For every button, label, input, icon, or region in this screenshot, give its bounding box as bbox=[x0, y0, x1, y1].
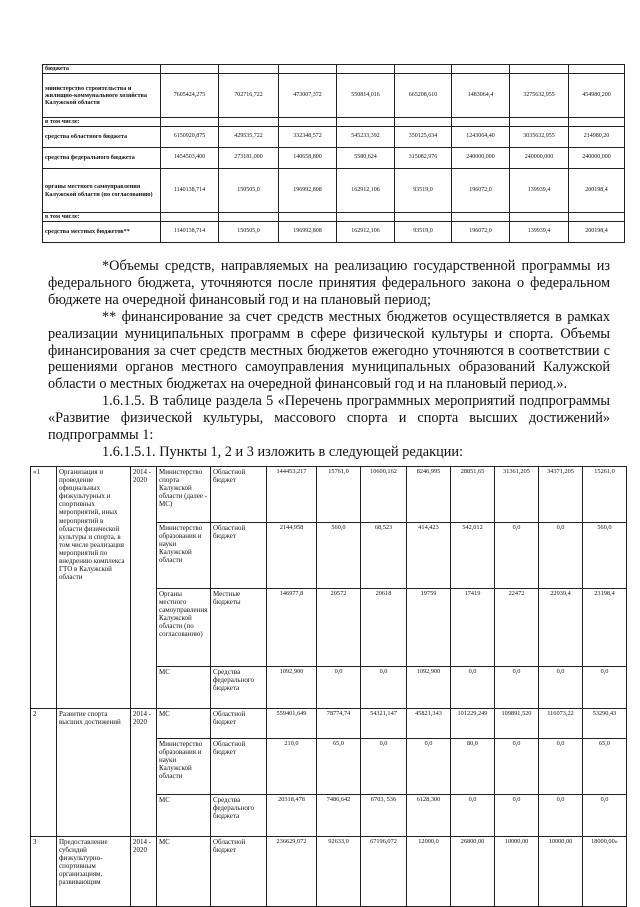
funding-source: Областной бюджет bbox=[211, 837, 267, 907]
table-cell: 0,0 bbox=[583, 795, 627, 837]
table-cell: 236629,072 bbox=[267, 837, 317, 907]
table-row bbox=[43, 127, 625, 148]
table-cell: 214980,20 bbox=[569, 127, 625, 148]
table-cell: 116073,22 bbox=[539, 709, 583, 739]
table-cell: 19759 bbox=[407, 589, 451, 667]
table-cell: 150505,0 bbox=[219, 222, 279, 243]
item-years: 2014 - 2020 bbox=[131, 837, 157, 907]
table-row bbox=[43, 222, 625, 243]
budget-table-top bbox=[42, 64, 625, 243]
row-label: органы местного самоуправления Калужской области (по согласованию) bbox=[43, 169, 161, 213]
item-name: Предоставление субсидий физкультурно-спортивным организациям, развивающим bbox=[57, 837, 131, 907]
table-cell: 78774,74 bbox=[317, 709, 361, 739]
table-cell bbox=[161, 118, 219, 127]
item-years: 2014 - 2020 bbox=[131, 709, 157, 837]
table-cell: 20318,478 bbox=[267, 795, 317, 837]
table-cell: 3275632,955 bbox=[510, 74, 569, 118]
table-cell: 196072,0 bbox=[452, 222, 510, 243]
table-cell bbox=[161, 65, 219, 74]
table-cell: 10600,162 bbox=[361, 467, 407, 523]
row-label: в том числе: bbox=[43, 118, 161, 127]
table-cell bbox=[452, 213, 510, 222]
table-cell: 6128,300 bbox=[407, 795, 451, 837]
table-cell: 10000,00 bbox=[495, 837, 539, 907]
table-cell: 7486,642 bbox=[317, 795, 361, 837]
table-cell: 139939,4 bbox=[510, 222, 569, 243]
table-cell: 92633,0 bbox=[317, 837, 361, 907]
table-row bbox=[31, 709, 627, 739]
executor: МС bbox=[157, 709, 211, 739]
table-cell: 315082,976 bbox=[395, 148, 452, 169]
table-cell: 26800,00 bbox=[451, 837, 495, 907]
document-text bbox=[48, 258, 610, 461]
table-cell: 200198,4 bbox=[569, 169, 625, 213]
table-cell: 196072,0 bbox=[452, 169, 510, 213]
table-cell: 17419 bbox=[451, 589, 495, 667]
table-cell: 0,0 bbox=[451, 667, 495, 709]
row-label: средства федерального бюджета bbox=[43, 148, 161, 169]
table-row bbox=[43, 169, 625, 213]
executor: МС bbox=[157, 837, 211, 907]
table-cell: 10000,00 bbox=[539, 837, 583, 907]
table-cell: 162912,106 bbox=[337, 169, 395, 213]
table-cell bbox=[569, 118, 625, 127]
table-cell: 414,423 bbox=[407, 523, 451, 589]
table-cell: 12000,0 bbox=[407, 837, 451, 907]
table-cell: 3035632,955 bbox=[510, 127, 569, 148]
table-cell bbox=[510, 118, 569, 127]
table-cell: 34371,205 bbox=[539, 467, 583, 523]
table-cell: 68,523 bbox=[361, 523, 407, 589]
table-cell bbox=[219, 118, 279, 127]
footnote-federal: *Объемы средств, направляемых на реализацию государственной программы из федерального бюджета, уточняются после принятия федерального закона о федеральном бюджете на очередной финансовый год и на плановый период; bbox=[48, 258, 610, 308]
row-label: в том числе: bbox=[43, 213, 161, 222]
table-cell: 80,0 bbox=[451, 739, 495, 795]
table-cell: 28851,65 bbox=[451, 467, 495, 523]
funding-source: Средства федерального бюджета bbox=[211, 795, 267, 837]
table-cell: 67196,072 bbox=[361, 837, 407, 907]
table-cell: 200198,4 bbox=[569, 222, 625, 243]
row-label: министерство строительства и жилищно-коммунального хозяйства Калужской области bbox=[43, 74, 161, 118]
table-cell: 0,0 bbox=[583, 667, 627, 709]
item-number: «1 bbox=[31, 467, 57, 709]
table-cell bbox=[337, 65, 395, 74]
table-cell: 146977,8 bbox=[267, 589, 317, 667]
table-cell: 15261,0 bbox=[583, 467, 627, 523]
table-cell: 0,0 bbox=[407, 739, 451, 795]
executor: МС bbox=[157, 667, 211, 709]
row-label: бюджета bbox=[43, 65, 161, 74]
table-cell: 332348,572 bbox=[279, 127, 337, 148]
executor: Министерство образования и науки Калужской области bbox=[157, 523, 211, 589]
table-cell: 0,0 bbox=[495, 523, 539, 589]
table-row bbox=[31, 467, 627, 523]
table-row bbox=[43, 213, 625, 222]
table-cell: 139939,4 bbox=[510, 169, 569, 213]
table-cell: 54321,147 bbox=[361, 709, 407, 739]
table-cell: 0,0 bbox=[451, 795, 495, 837]
row-label: средства местных бюджетов** bbox=[43, 222, 161, 243]
table-cell bbox=[279, 118, 337, 127]
table-cell: 273181,000 bbox=[219, 148, 279, 169]
table-cell bbox=[452, 118, 510, 127]
table-cell bbox=[161, 213, 219, 222]
table-cell: 0,0 bbox=[317, 667, 361, 709]
table-cell: 1483064,4 bbox=[452, 74, 510, 118]
table-cell bbox=[395, 118, 452, 127]
table-cell: 45821,343 bbox=[407, 709, 451, 739]
funding-source: Областной бюджет bbox=[211, 523, 267, 589]
table-cell: 196992,808 bbox=[279, 222, 337, 243]
table-cell bbox=[337, 213, 395, 222]
table-cell: 1092,900 bbox=[267, 667, 317, 709]
table-cell: 1092,900 bbox=[407, 667, 451, 709]
table-cell: 542,012 bbox=[451, 523, 495, 589]
table-cell: 0,0 bbox=[495, 795, 539, 837]
table-row bbox=[43, 74, 625, 118]
table-cell: 150505,0 bbox=[219, 169, 279, 213]
table-cell: 550814,016 bbox=[337, 74, 395, 118]
table-cell bbox=[395, 65, 452, 74]
table-cell: 140658,800 bbox=[279, 148, 337, 169]
executor: Органы местного самоуправления Калужской области (по согласованию) bbox=[157, 589, 211, 667]
table-cell bbox=[569, 65, 625, 74]
table-cell: 93519,0 bbox=[395, 222, 452, 243]
table-cell: 6150920,875 bbox=[161, 127, 219, 148]
table-cell: 65,0 bbox=[583, 739, 627, 795]
table-cell: 6703, 536 bbox=[361, 795, 407, 837]
table-cell: 7605424,275 bbox=[161, 74, 219, 118]
clause-1-6-1-5: 1.6.1.5. В таблице раздела 5 «Перечень программных мероприятий подпрограммы «Развитие физической культуры, массового спорта и спорта высших достижений» подпрограммы 1: bbox=[48, 393, 610, 444]
table-cell: 560,0 bbox=[583, 523, 627, 589]
table-row bbox=[43, 65, 625, 74]
footnote-local: ** финансирование за счет средств местных бюджетов осуществляется в рамках реализации муниципальных программ в сфере физической культуры и спорта. Объемы финансирования за счет средств местных бюджетов ежегодно уточняются в соответствии с решениями органов местного самоуправления муниципальных образований Калужской области о местных бюджетах на очередной финансовый год и на плановый период.». bbox=[48, 308, 610, 393]
table-cell: 162912,106 bbox=[337, 222, 395, 243]
table-cell bbox=[219, 213, 279, 222]
table-cell: 15761,0 bbox=[317, 467, 361, 523]
item-name: Развитие спорта высших достижений bbox=[57, 709, 131, 837]
table-cell: 0,0 bbox=[495, 739, 539, 795]
table-cell: 429535,722 bbox=[219, 127, 279, 148]
executor: МС bbox=[157, 795, 211, 837]
table-cell: 560,0 bbox=[317, 523, 361, 589]
item-number: 3 bbox=[31, 837, 57, 907]
table-cell: 665208,610 bbox=[395, 74, 452, 118]
table-cell: 0,0 bbox=[539, 667, 583, 709]
executor: Министерство спорта Калужской области (далее - МС) bbox=[157, 467, 211, 523]
table-cell: 18000,00» bbox=[583, 837, 627, 907]
table-cell bbox=[279, 65, 337, 74]
executor: Министерство образования и науки Калужской области bbox=[157, 739, 211, 795]
table-cell: 240000,000 bbox=[452, 148, 510, 169]
row-label: средства областного бюджета bbox=[43, 127, 161, 148]
program-measures-table bbox=[30, 466, 627, 907]
table-cell: 65,0 bbox=[317, 739, 361, 795]
table-cell bbox=[279, 213, 337, 222]
table-cell: 0,0 bbox=[539, 523, 583, 589]
table-cell: 1140138,714 bbox=[161, 169, 219, 213]
table-cell: 559401,649 bbox=[267, 709, 317, 739]
table-cell bbox=[510, 65, 569, 74]
table-cell: 101229,249 bbox=[451, 709, 495, 739]
table-cell: 0,0 bbox=[539, 739, 583, 795]
table-cell: 545233,392 bbox=[337, 127, 395, 148]
table-cell: 1243064,40 bbox=[452, 127, 510, 148]
table-cell bbox=[452, 65, 510, 74]
table-cell: 350125,634 bbox=[395, 127, 452, 148]
table-cell bbox=[395, 213, 452, 222]
table-cell: 53290,43 bbox=[583, 709, 627, 739]
table-cell: 31361,205 bbox=[495, 467, 539, 523]
table-cell: 210,0 bbox=[267, 739, 317, 795]
table-cell: 240000,000 bbox=[510, 148, 569, 169]
table-cell bbox=[510, 213, 569, 222]
table-cell: 1454503,400 bbox=[161, 148, 219, 169]
table-cell: 454980,200 bbox=[569, 74, 625, 118]
table-cell: 196992,808 bbox=[279, 169, 337, 213]
table-cell: 20572 bbox=[317, 589, 361, 667]
table-row bbox=[31, 837, 627, 907]
table-cell: 0,0 bbox=[539, 795, 583, 837]
funding-source: Областной бюджет bbox=[211, 467, 267, 523]
table-cell: 5580,624 bbox=[337, 148, 395, 169]
table-cell: 8246,995 bbox=[407, 467, 451, 523]
table-cell: 702716,722 bbox=[219, 74, 279, 118]
table-row bbox=[43, 118, 625, 127]
table-cell bbox=[569, 213, 625, 222]
table-cell: 23198,4 bbox=[583, 589, 627, 667]
table-cell: 473007,372 bbox=[279, 74, 337, 118]
item-years: 2014 - 2020 bbox=[131, 467, 157, 709]
table-cell bbox=[337, 118, 395, 127]
table-cell: 240000,000 bbox=[569, 148, 625, 169]
table-cell: 22472 bbox=[495, 589, 539, 667]
table-cell bbox=[219, 65, 279, 74]
funding-source: Средства федерального бюджета bbox=[211, 667, 267, 709]
table-cell: 93519,0 bbox=[395, 169, 452, 213]
table-cell: 1140138,714 bbox=[161, 222, 219, 243]
table-cell: 2144,958 bbox=[267, 523, 317, 589]
funding-source: Областной бюджет bbox=[211, 739, 267, 795]
funding-source: Областной бюджет bbox=[211, 709, 267, 739]
table-cell: 0,0 bbox=[495, 667, 539, 709]
table-cell: 0,0 bbox=[361, 739, 407, 795]
table-cell: 144453,217 bbox=[267, 467, 317, 523]
table-cell: 20618 bbox=[361, 589, 407, 667]
table-cell: 0,0 bbox=[361, 667, 407, 709]
item-number: 2 bbox=[31, 709, 57, 837]
clause-1-6-1-5-1: 1.6.1.5.1. Пункты 1, 2 и 3 изложить в следующей редакции: bbox=[102, 443, 464, 460]
table-cell: 109891,520 bbox=[495, 709, 539, 739]
item-name: Организация и проведение официальных физкультурных и спортивных мероприятий, иных мероприятий в области физической культуры и спорта, в том числе реализация мероприятий по внедрению комплекса ГТО в Калужской области bbox=[57, 467, 131, 709]
table-row bbox=[43, 148, 625, 169]
funding-source: Местные бюджеты bbox=[211, 589, 267, 667]
table-cell: 22939,4 bbox=[539, 589, 583, 667]
